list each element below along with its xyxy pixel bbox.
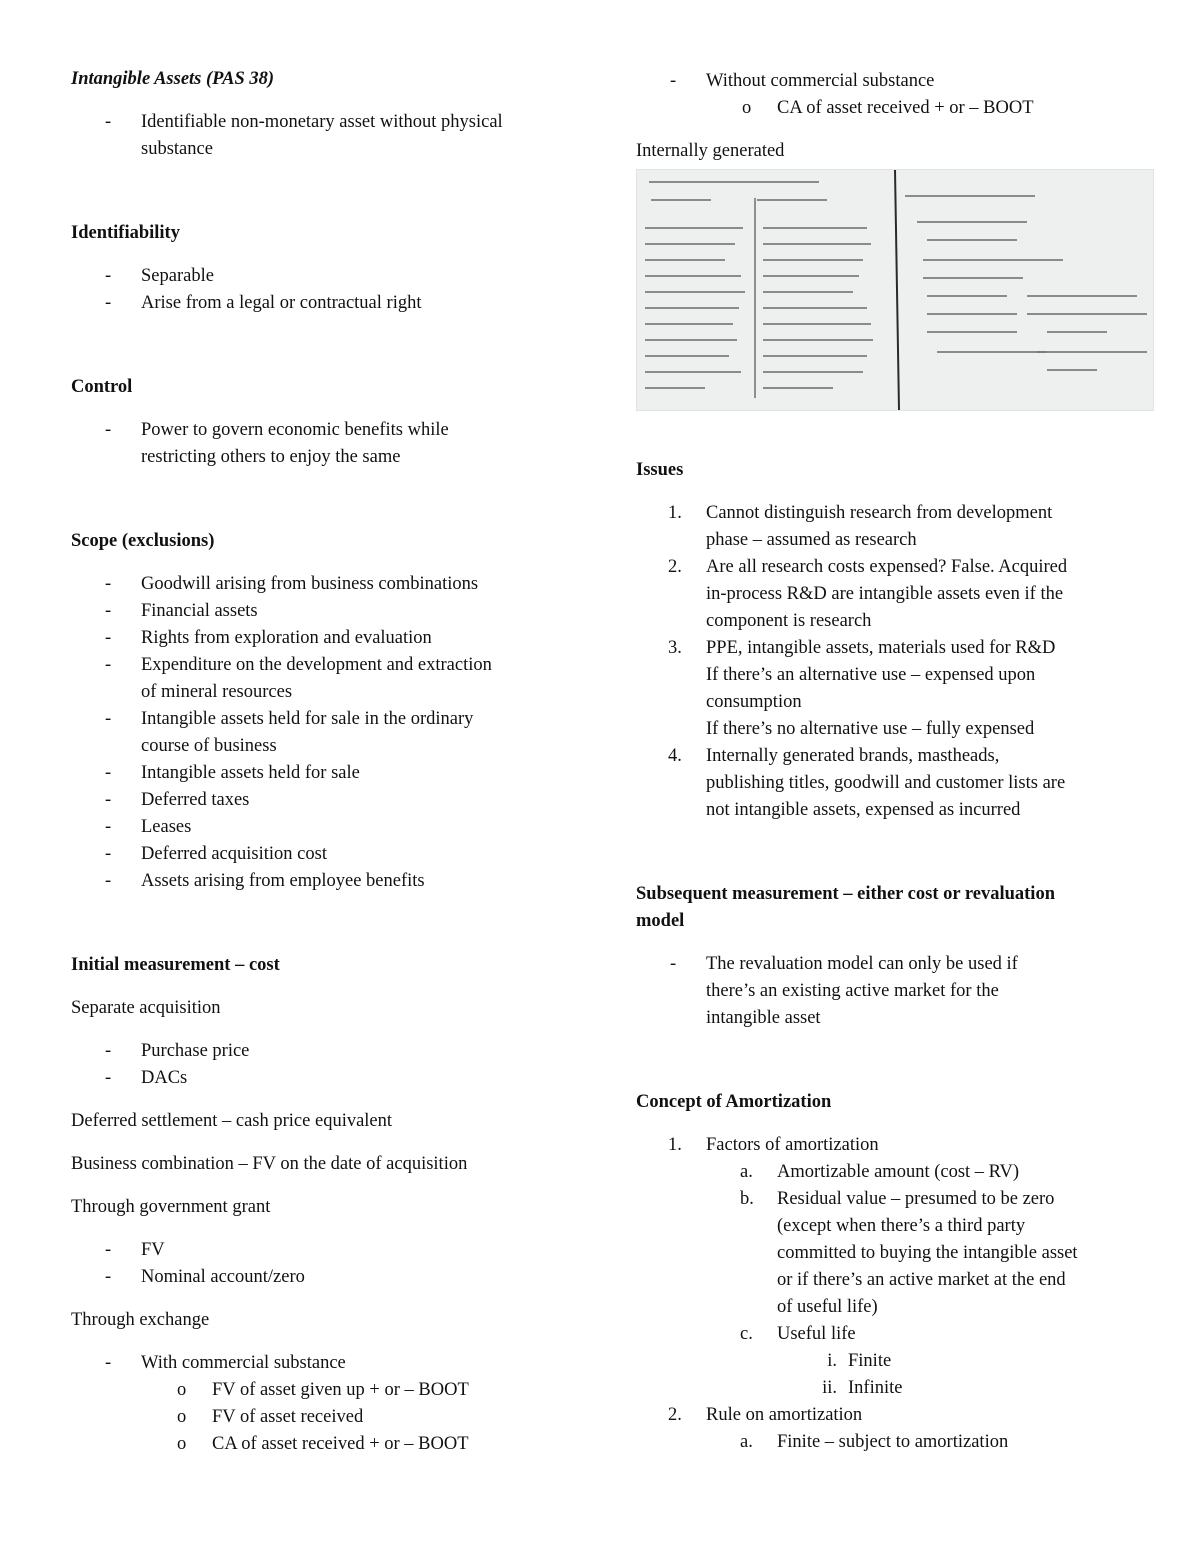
useful-life-sublist <box>777 1348 1136 1402</box>
number-marker: 3. <box>668 638 682 658</box>
list-text: FV of asset received <box>212 1407 364 1427</box>
list-item <box>71 1431 571 1458</box>
subsequent-measurement-heading <box>636 881 1136 935</box>
list-text: Separable <box>141 266 214 286</box>
circle-bullet: o <box>177 1407 187 1427</box>
list-item <box>71 652 571 706</box>
separate-acquisition-label: Separate acquisition <box>71 998 221 1018</box>
list-text: Intangible assets held for sale in the ordinary <box>141 709 474 729</box>
list-text: FV of asset given up + or – BOOT <box>212 1380 469 1400</box>
number-marker: 2. <box>668 557 682 577</box>
list-item <box>71 1404 571 1431</box>
list-item <box>71 571 571 598</box>
issues-heading: Issues <box>636 460 684 480</box>
dash-bullet: - <box>105 763 112 783</box>
without-commercial-list <box>636 68 1136 122</box>
list-text: Financial assets <box>141 601 258 621</box>
list-item <box>71 625 571 652</box>
list-text: intangible asset <box>706 1008 821 1028</box>
list-text: If there’s an alternative use – expensed upon <box>706 665 1036 685</box>
dash-bullet: - <box>670 71 677 91</box>
circle-bullet: o <box>177 1380 187 1400</box>
right-column <box>636 68 1136 1456</box>
number-marker: 4. <box>668 746 682 766</box>
scope-heading: Scope (exclusions) <box>71 531 215 551</box>
dash-bullet: - <box>105 844 112 864</box>
exchange-list <box>71 1350 571 1458</box>
list-text: DACs <box>141 1068 188 1088</box>
list-text: Nominal account/zero <box>141 1267 305 1287</box>
list-text: Goodwill arising from business combinations <box>141 574 479 594</box>
list-item <box>777 1375 1136 1402</box>
separate-acquisition-list <box>71 1038 571 1092</box>
page-title: Intangible Assets (PAS 38) <box>71 69 275 89</box>
list-item <box>636 1402 1136 1456</box>
list-item <box>71 1350 571 1458</box>
list-text: substance <box>141 139 213 159</box>
list-text: Internally generated brands, mastheads, <box>706 746 1000 766</box>
initial-measurement-heading: Initial measurement – cost <box>71 955 280 975</box>
list-text: of useful life) <box>777 1297 878 1317</box>
list-text: Purchase price <box>141 1041 250 1061</box>
list-text: restricting others to enjoy the same <box>141 447 401 467</box>
issues-list <box>636 500 1136 824</box>
list-item <box>71 263 571 290</box>
list-item <box>71 290 571 317</box>
with-commercial-sublist <box>141 1377 571 1458</box>
list-text: CA of asset received + or – BOOT <box>777 98 1034 118</box>
list-text: Infinite <box>848 1378 903 1398</box>
list-text: PPE, intangible assets, materials used for R&D <box>706 638 1056 658</box>
list-item <box>71 1237 571 1264</box>
dash-bullet: - <box>105 817 112 837</box>
letter-marker: a. <box>740 1432 753 1452</box>
amortization-list <box>636 1132 1136 1456</box>
list-text: With commercial substance <box>141 1353 346 1373</box>
dash-bullet: - <box>105 574 112 594</box>
list-text: Expenditure on the development and extraction <box>141 655 492 675</box>
dash-bullet: - <box>105 655 112 675</box>
deferred-settlement-line: Deferred settlement – cash price equivalent <box>71 1111 393 1131</box>
list-text: of mineral resources <box>141 682 293 702</box>
without-commercial-sublist <box>706 95 1136 122</box>
list-text: Factors of amortization <box>706 1135 879 1155</box>
list-item <box>71 706 571 760</box>
list-item <box>71 814 571 841</box>
list-text: Amortizable amount (cost – RV) <box>777 1162 1020 1182</box>
internally-generated-label: Internally generated <box>636 141 785 161</box>
amortization-heading: Concept of Amortization <box>636 1092 832 1112</box>
number-marker: 2. <box>668 1405 682 1425</box>
dash-bullet: - <box>105 1068 112 1088</box>
number-marker: 1. <box>668 503 682 523</box>
heading-text: model <box>636 911 685 931</box>
dash-bullet: - <box>105 790 112 810</box>
list-text: Power to govern economic benefits while <box>141 420 449 440</box>
government-grant-list <box>71 1237 571 1291</box>
list-item <box>636 95 1136 122</box>
list-text: Identifiable non-monetary asset without physical <box>141 112 503 132</box>
dash-bullet: - <box>105 266 112 286</box>
dash-bullet: - <box>105 1041 112 1061</box>
list-text: The revaluation model can only be used if <box>706 954 1018 974</box>
list-text: there’s an existing active market for the <box>706 981 999 1001</box>
list-text: Are all research costs expensed? False. Acquired <box>706 557 1068 577</box>
business-combination-line: Business combination – FV on the date of acquisition <box>71 1154 468 1174</box>
list-item <box>706 1429 1136 1456</box>
roman-marker: i. <box>827 1351 837 1371</box>
list-text: FV <box>141 1240 165 1260</box>
circle-bullet: o <box>177 1434 187 1454</box>
list-text: Assets arising from employee benefits <box>141 871 425 891</box>
list-item <box>71 760 571 787</box>
roman-marker: ii. <box>822 1378 837 1398</box>
list-item <box>71 841 571 868</box>
whiteboard-image <box>637 170 1153 410</box>
dash-bullet: - <box>105 601 112 621</box>
circle-bullet: o <box>742 98 752 118</box>
list-text: phase – assumed as research <box>706 530 917 550</box>
list-item <box>71 1377 571 1404</box>
list-text: Residual value – presumed to be zero <box>777 1189 1055 1209</box>
dash-bullet: - <box>105 112 112 132</box>
list-text: Deferred taxes <box>141 790 250 810</box>
dash-bullet: - <box>105 1353 112 1373</box>
list-item <box>636 951 1136 1032</box>
list-item <box>71 598 571 625</box>
dash-bullet: - <box>105 293 112 313</box>
list-item <box>706 1159 1136 1186</box>
list-text: not intangible assets, expensed as incurred <box>706 800 1021 820</box>
list-text: Leases <box>141 817 192 837</box>
list-text: Intangible assets held for sale <box>141 763 360 783</box>
list-item <box>777 1348 1136 1375</box>
definition-list <box>71 109 571 163</box>
dash-bullet: - <box>105 871 112 891</box>
number-marker: 1. <box>668 1135 682 1155</box>
rule-sublist <box>706 1429 1136 1456</box>
list-text: Without commercial substance <box>706 71 935 91</box>
list-item <box>71 1264 571 1291</box>
dash-bullet: - <box>105 1267 112 1287</box>
list-text: component is research <box>706 611 872 631</box>
list-text: Arise from a legal or contractual right <box>141 293 422 313</box>
list-text: course of business <box>141 736 277 756</box>
exchange-label: Through exchange <box>71 1310 210 1330</box>
list-text: publishing titles, goodwill and customer lists are <box>706 773 1066 793</box>
list-text: Rule on amortization <box>706 1405 863 1425</box>
list-text: (except when there’s a third party <box>777 1216 1026 1236</box>
list-item <box>71 417 571 471</box>
list-item <box>636 500 1136 554</box>
list-item <box>71 109 571 163</box>
list-item <box>636 554 1136 635</box>
list-text: Finite <box>848 1351 892 1371</box>
government-grant-label: Through government grant <box>71 1197 271 1217</box>
letter-marker: b. <box>740 1189 754 1209</box>
heading-text: Subsequent measurement – either cost or revaluation <box>636 884 1055 904</box>
control-heading: Control <box>71 377 133 397</box>
list-item <box>636 743 1136 824</box>
list-text: or if there’s an active market at the end <box>777 1270 1066 1290</box>
list-text: Useful life <box>777 1324 856 1344</box>
dash-bullet: - <box>670 954 677 974</box>
list-text: Rights from exploration and evaluation <box>141 628 432 648</box>
dash-bullet: - <box>105 709 112 729</box>
list-item <box>706 1321 1136 1402</box>
list-item <box>71 1065 571 1092</box>
list-text: in-process R&D are intangible assets even if the <box>706 584 1064 604</box>
whiteboard-photo <box>636 169 1154 411</box>
identifiability-list <box>71 263 571 317</box>
subsequent-list <box>636 951 1136 1032</box>
list-item <box>71 868 571 895</box>
dash-bullet: - <box>105 420 112 440</box>
dash-bullet: - <box>105 628 112 648</box>
list-text: Cannot distinguish research from development <box>706 503 1053 523</box>
list-text: Deferred acquisition cost <box>141 844 327 864</box>
list-text: consumption <box>706 692 802 712</box>
factor-sublist <box>706 1159 1136 1402</box>
control-list <box>71 417 571 471</box>
scope-list <box>71 571 571 895</box>
list-item <box>636 635 1136 743</box>
list-text: committed to buying the intangible asset <box>777 1243 1078 1263</box>
list-item <box>636 68 1136 122</box>
list-text: Finite – subject to amortization <box>777 1432 1009 1452</box>
dash-bullet: - <box>105 1240 112 1260</box>
letter-marker: c. <box>740 1324 753 1344</box>
left-column <box>71 66 571 1458</box>
letter-marker: a. <box>740 1162 753 1182</box>
list-item <box>71 1038 571 1065</box>
list-item <box>636 1132 1136 1402</box>
list-item <box>706 1186 1136 1321</box>
list-text: If there’s no alternative use – fully expensed <box>706 719 1035 739</box>
identifiability-heading: Identifiability <box>71 223 180 243</box>
list-item <box>71 787 571 814</box>
list-text: CA of asset received + or – BOOT <box>212 1434 469 1454</box>
